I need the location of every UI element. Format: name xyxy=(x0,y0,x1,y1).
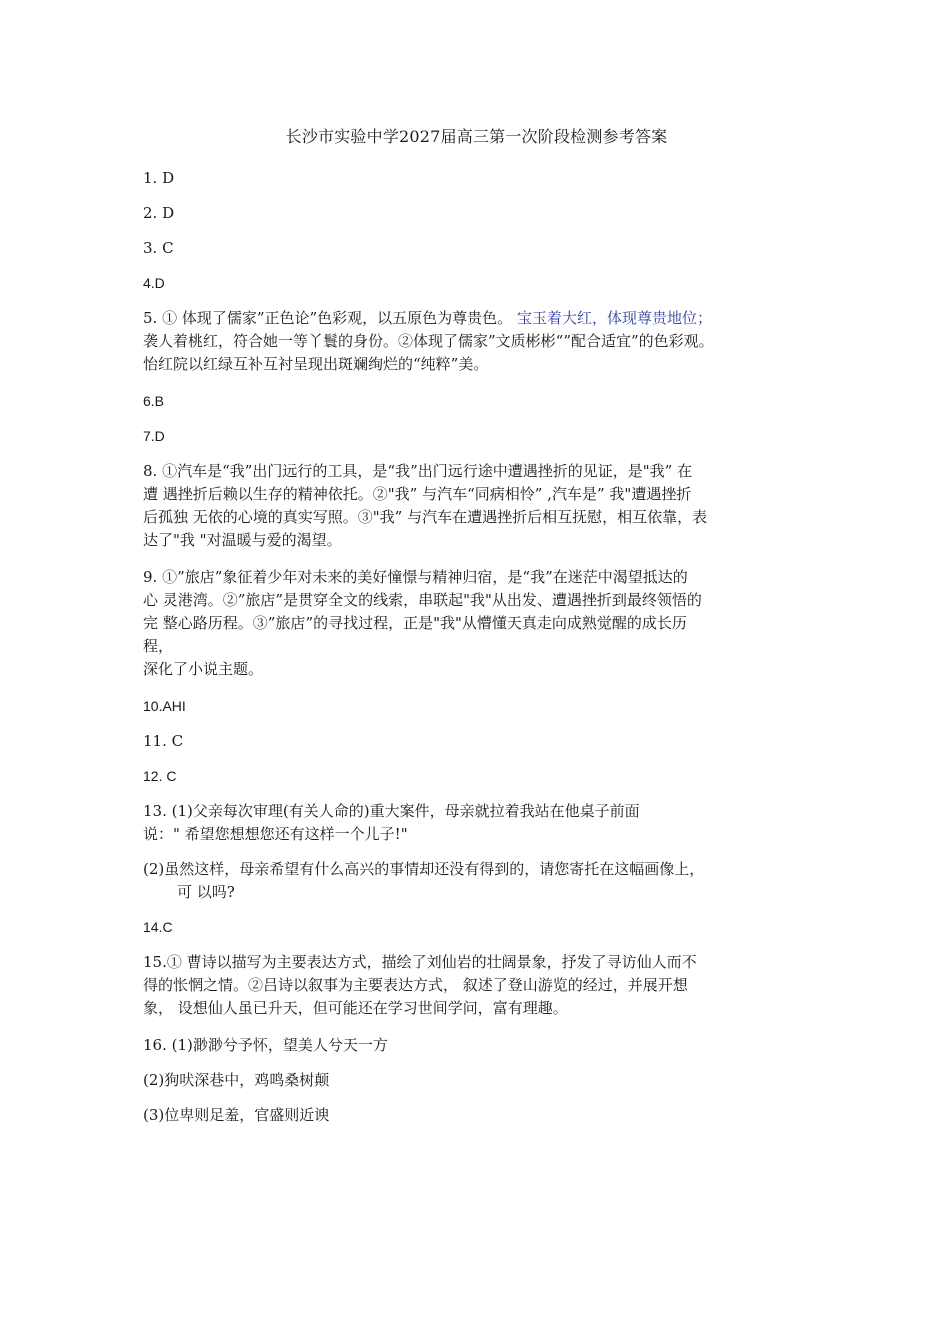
answer-8-line-4: 达了"我 "对温暖与爱的渴望。 xyxy=(143,531,342,549)
answer-9-line-1: 9. ①”旅店”象征着少年对未来的美好憧憬与精神归宿，是“我”在迷茫中渴望抵达的 xyxy=(143,568,688,586)
answer-13-line-4: 可 以吗? xyxy=(177,883,235,901)
answer-16-line-3: (3)位卑则足羞，官盛则近谀 xyxy=(143,1106,330,1124)
answer-15-line-1: 15.① 曹诗以描写为主要表达方式，描绘了刘仙岩的壮阔景象，抒发了寻访仙人而不 xyxy=(143,953,697,971)
answer-2: 2. D xyxy=(143,204,175,222)
answer-9-line-4: 程， xyxy=(143,637,174,655)
answer-13-line-3: (2)虽然这样，母亲希望有什么高兴的事情却还没有得到的，请您寄托在这幅画像上， xyxy=(143,860,705,878)
answer-9-line-5: 深化了小说主题。 xyxy=(143,660,264,678)
answer-8-line-2: 遭 遇挫折后赖以生存的精神依托。②"我” 与汽车“同病相怜” ,汽车是” 我"遭遇挫折 xyxy=(143,485,692,503)
answer-3: 3. C xyxy=(143,239,174,257)
answer-5-line-2: 袭人着桃红，符合她一等丫鬟的身份。②体现了儒家”文质彬彬“”配合适宜”的色彩观。 xyxy=(143,332,714,350)
answer-4: 4.D xyxy=(143,275,165,291)
answer-15 xyxy=(143,951,810,1020)
answer-5-line-1b: 宝玉着大红，体现尊贵地位； xyxy=(516,309,712,327)
answer-8-line-1: 8. ①汽车是“我”出门远行的工具，是“我”出门远行途中遭遇挫折的见证，是"我” 在 xyxy=(143,462,693,480)
answer-9-line-2: 心 灵港湾。②”旅店”是贯穿全文的线索，串联起"我"从出发、遭遇挫折到最终领悟的 xyxy=(143,591,702,609)
answer-6: 6.B xyxy=(143,393,165,409)
answer-5-line-3: 怡红院以红绿互补互衬呈现出斑斓绚烂的“纯粹”美。 xyxy=(143,355,489,373)
answer-7: 7.D xyxy=(143,428,165,444)
answer-9 xyxy=(143,566,810,681)
answer-14: 14.C xyxy=(143,919,173,935)
answer-8-line-3: 后孤独 无依的心境的真实写照。③"我” 与汽车在遭遇挫折后相互抚慰，相互依靠，表 xyxy=(143,508,708,526)
answer-8 xyxy=(143,460,810,552)
answer-16-line-1: 16. (1)渺渺兮予怀，望美人兮天一方 xyxy=(143,1036,388,1054)
answer-13-part-1 xyxy=(143,800,810,846)
answer-5 xyxy=(143,307,810,376)
answer-13-part-2 xyxy=(143,858,810,904)
answer-9-line-3: 完 整心路历程。③”旅店”的寻找过程，正是"我"从懵懂天真走向成熟觉醒的成长历 xyxy=(143,614,687,632)
answer-16-line-2: (2)狗吠深巷中，鸡鸣桑树颠 xyxy=(143,1071,330,1089)
page-title: 长沙市实验中学2027届高三第一次阶段检测参考答案 xyxy=(285,127,668,146)
answer-13-line-2: 说：" 希望您想想您还有这样一个儿子!" xyxy=(143,825,408,843)
answer-15-line-2: 得的怅惘之情。②吕诗以叙事为主要表达方式， 叙述了登山游览的经过，并展开想 xyxy=(143,976,688,994)
answer-15-line-3: 象， 设想仙人虽已升天，但可能还在学习世间学问，富有理趣。 xyxy=(143,999,568,1017)
answer-5-line-1a: 5. ① 体现了儒家”正色论”色彩观，以五原色为尊贵色。 xyxy=(143,309,513,327)
answer-13-line-1: 13. (1)父亲每次审理(有关人命的)重大案件，母亲就拉着我站在他桌子前面 xyxy=(143,802,640,820)
answer-11: 11. C xyxy=(143,732,184,750)
answer-1: 1. D xyxy=(143,169,175,187)
answer-12: 12. C xyxy=(143,768,177,784)
answer-10: 10.AHI xyxy=(143,698,186,714)
